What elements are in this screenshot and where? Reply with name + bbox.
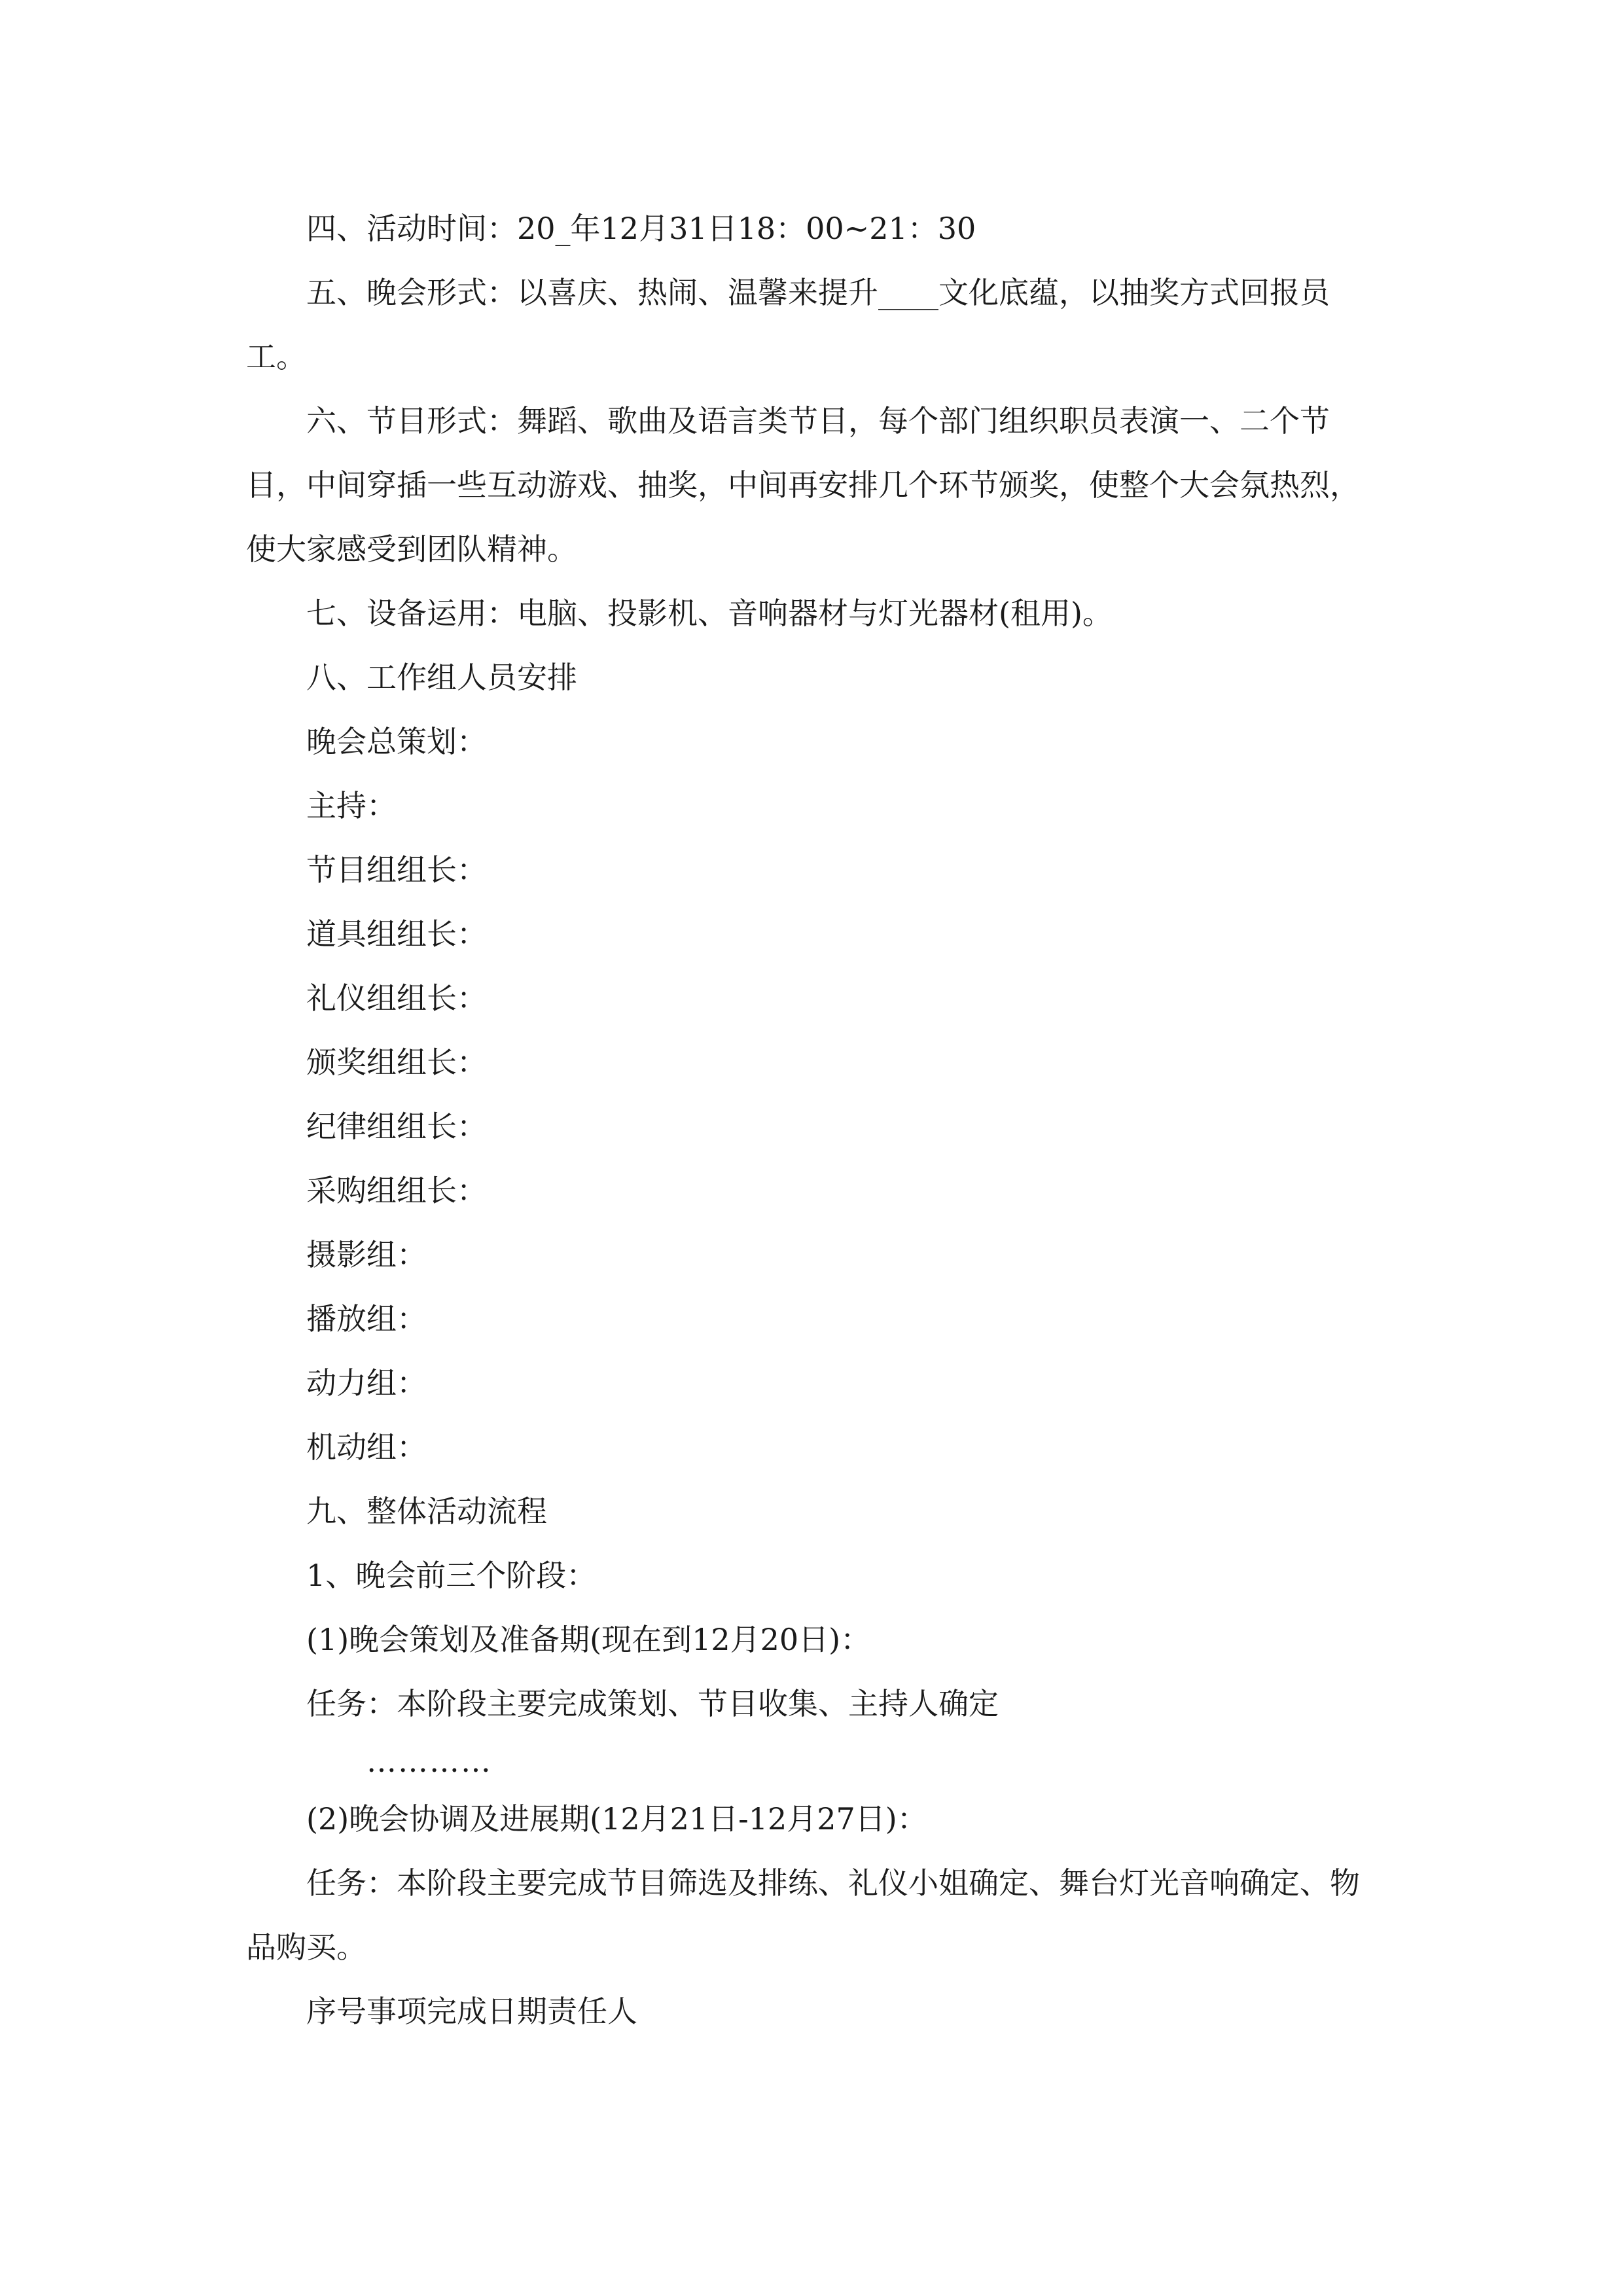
role-discipline-leader: 纪律组组长： bbox=[306, 1109, 487, 1144]
flow-phase-1-task: 任务：本阶段主要完成策划、节目收集、主持人确定 bbox=[306, 1686, 999, 1721]
section-5-party-format: 五、晚会形式：以喜庆、热闹、温馨来提升____文化底蕴，以抽奖方式回报员工。 bbox=[246, 275, 1330, 374]
document-body bbox=[246, 196, 1385, 2043]
role-chief-planner: 晚会总策划： bbox=[306, 724, 487, 759]
section-4-activity-time: 四、活动时间：20_年12月31日18：00~21：30 bbox=[306, 211, 976, 246]
role-power: 动力组： bbox=[306, 1365, 427, 1401]
section-7-equipment: 七、设备运用：电脑、投影机、音响器材与灯光器材(租用)。 bbox=[306, 596, 1113, 631]
role-mobile: 机动组： bbox=[306, 1429, 427, 1465]
flow-phase-2-task: 任务：本阶段主要完成节目筛选及排练、礼仪小姐确定、舞台灯光音响确定、物品购买。 bbox=[246, 1865, 1360, 1965]
role-host: 主持： bbox=[306, 788, 397, 823]
role-playback: 播放组： bbox=[306, 1301, 427, 1336]
role-etiquette-leader: 礼仪组组长： bbox=[306, 980, 487, 1016]
role-photography: 摄影组： bbox=[306, 1237, 427, 1272]
role-awards-leader: 颁奖组组长： bbox=[306, 1045, 487, 1080]
table-header-line: 序号事项完成日期责任人 bbox=[306, 1994, 637, 2029]
ellipsis-dots: ………… bbox=[366, 1744, 492, 1779]
role-program-leader: 节目组组长： bbox=[306, 852, 487, 888]
role-purchasing-leader: 采购组组长： bbox=[306, 1173, 487, 1208]
flow-phase-1-title: (1)晚会策划及准备期(现在到12月20日)： bbox=[306, 1622, 871, 1657]
section-6-program-format: 六、节目形式：舞蹈、歌曲及语言类节目，每个部门组织职员表演一、二个节目，中间穿插一些互动游戏、抽奖，中间再安排几个环节颁奖，使整个大会氛热烈，使大家感受到团队精神。 bbox=[246, 403, 1360, 567]
role-props-leader: 道具组组长： bbox=[306, 916, 487, 952]
section-8-staff-arrangement: 八、工作组人员安排 bbox=[306, 660, 577, 695]
flow-stage-1: 1、晚会前三个阶段： bbox=[306, 1558, 597, 1593]
flow-phase-2-title: (2)晚会协调及进展期(12月21日-12月27日)： bbox=[306, 1801, 927, 1837]
section-9-overall-flow: 九、整体活动流程 bbox=[306, 1494, 547, 1529]
